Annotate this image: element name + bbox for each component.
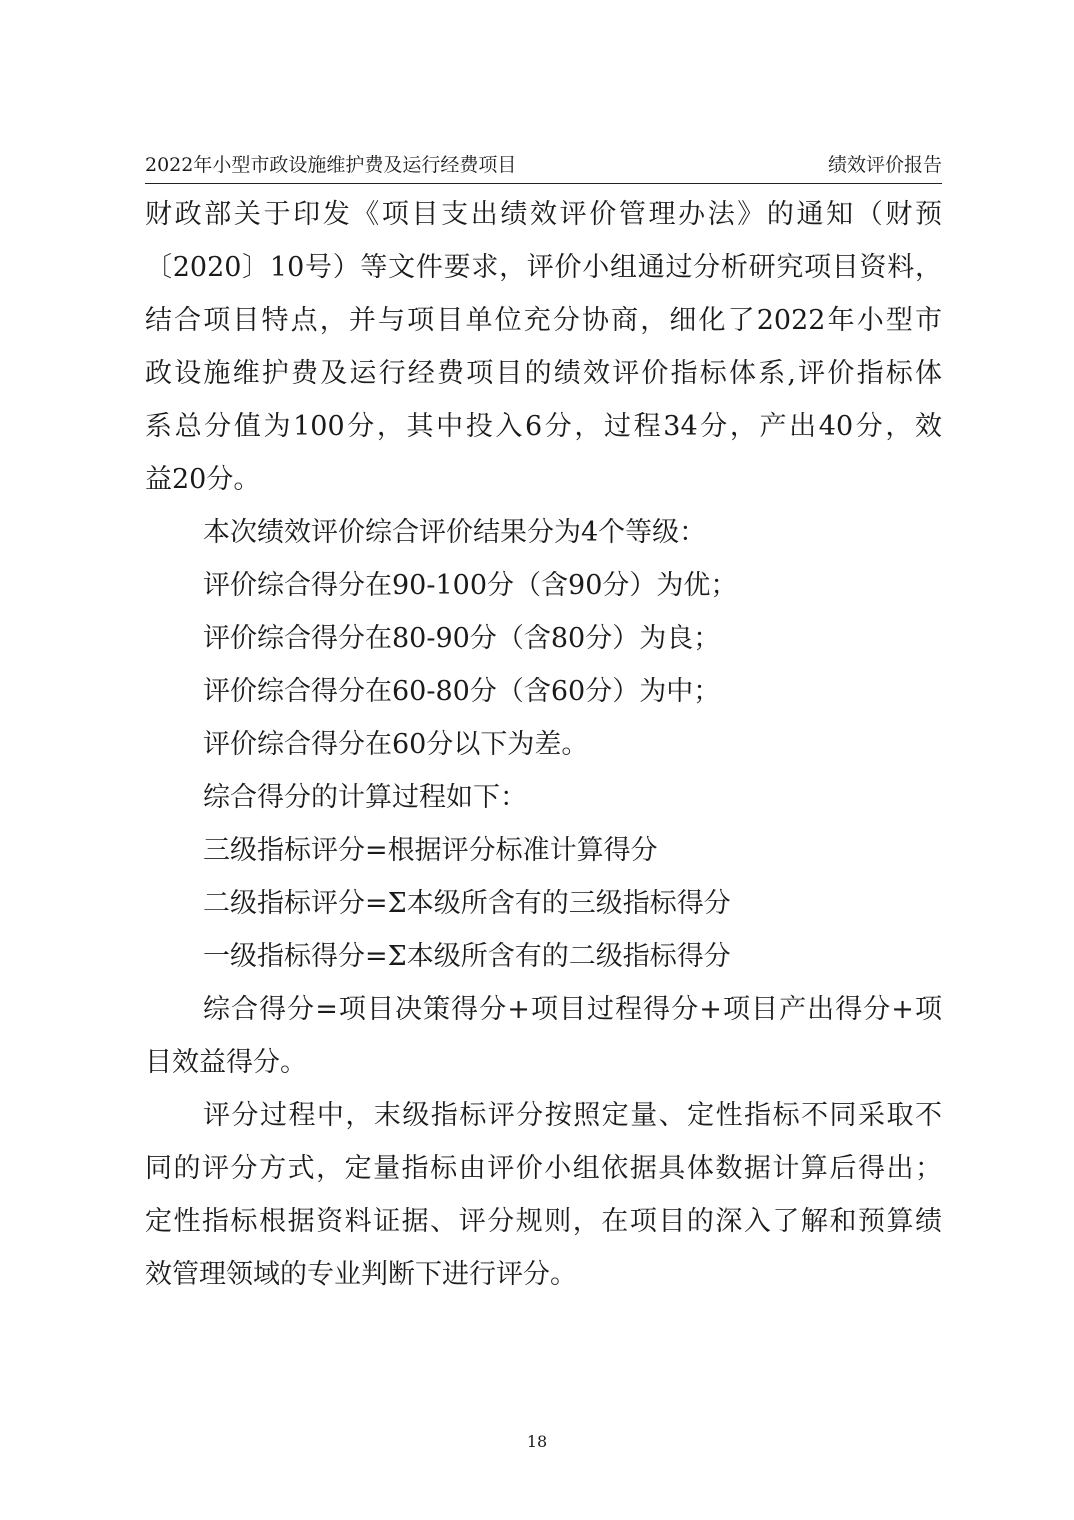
paragraph-line: 财政部关于印发《项目支出绩效评价管理办法》的通知（财预 <box>145 199 942 230</box>
grade-item: 评价综合得分在90-100分（含90分）为优； <box>203 570 738 601</box>
header-section-title: 绩效评价报告 <box>827 154 942 176</box>
paragraph-line: 同的评分方式，定量指标由评价小组依据具体数据计算后得出； <box>145 1153 942 1184</box>
calc-item: 一级指标得分=Σ本级所含有的二级指标得分 <box>203 941 731 972</box>
grade-item: 评价综合得分在60分以下为差。 <box>203 729 589 760</box>
paragraph-line: 益20分。 <box>145 464 261 495</box>
running-header <box>145 150 942 180</box>
header-project-title: 2022年小型市政设施维护费及运行经费项目 <box>145 154 517 176</box>
paragraph-line: 〔2020〕10号）等文件要求，评价小组通过分析研究项目资料， <box>145 252 942 283</box>
grade-item: 评价综合得分在80-90分（含80分）为良； <box>203 623 721 654</box>
paragraph-line: 定性指标根据资料证据、评分规则，在项目的深入了解和预算绩 <box>145 1206 942 1237</box>
calc-item: 三级指标评分=根据评分标准计算得分 <box>203 835 658 866</box>
calc-item: 二级指标评分=Σ本级所含有的三级指标得分 <box>203 888 731 919</box>
grade-item: 评价综合得分在60-80分（含60分）为中； <box>203 676 721 707</box>
paragraph-line: 结合项目特点，并与项目单位充分协商，细化了2022年小型市 <box>145 305 942 336</box>
paragraph-line: 系总分值为100分，其中投入6分，过程34分，产出40分，效 <box>145 411 942 442</box>
calc-intro: 综合得分的计算过程如下： <box>203 782 527 813</box>
body-text <box>145 188 942 1301</box>
paragraph-line: 政设施维护费及运行经费项目的绩效评价指标体系,评价指标体 <box>145 358 942 389</box>
paragraph-line: 效管理领域的专业判断下进行评分。 <box>145 1259 577 1290</box>
page-number: 18 <box>526 1432 548 1451</box>
paragraph-line: 评分过程中，末级指标评分按照定量、定性指标不同采取不 <box>203 1100 942 1131</box>
grades-intro: 本次绩效评价综合评价结果分为4个等级： <box>203 517 707 548</box>
header-divider <box>145 183 942 184</box>
total-formula-line: 目效益得分。 <box>145 1047 307 1078</box>
total-formula-line: 综合得分=项目决策得分+项目过程得分+项目产出得分+项 <box>203 994 942 1025</box>
